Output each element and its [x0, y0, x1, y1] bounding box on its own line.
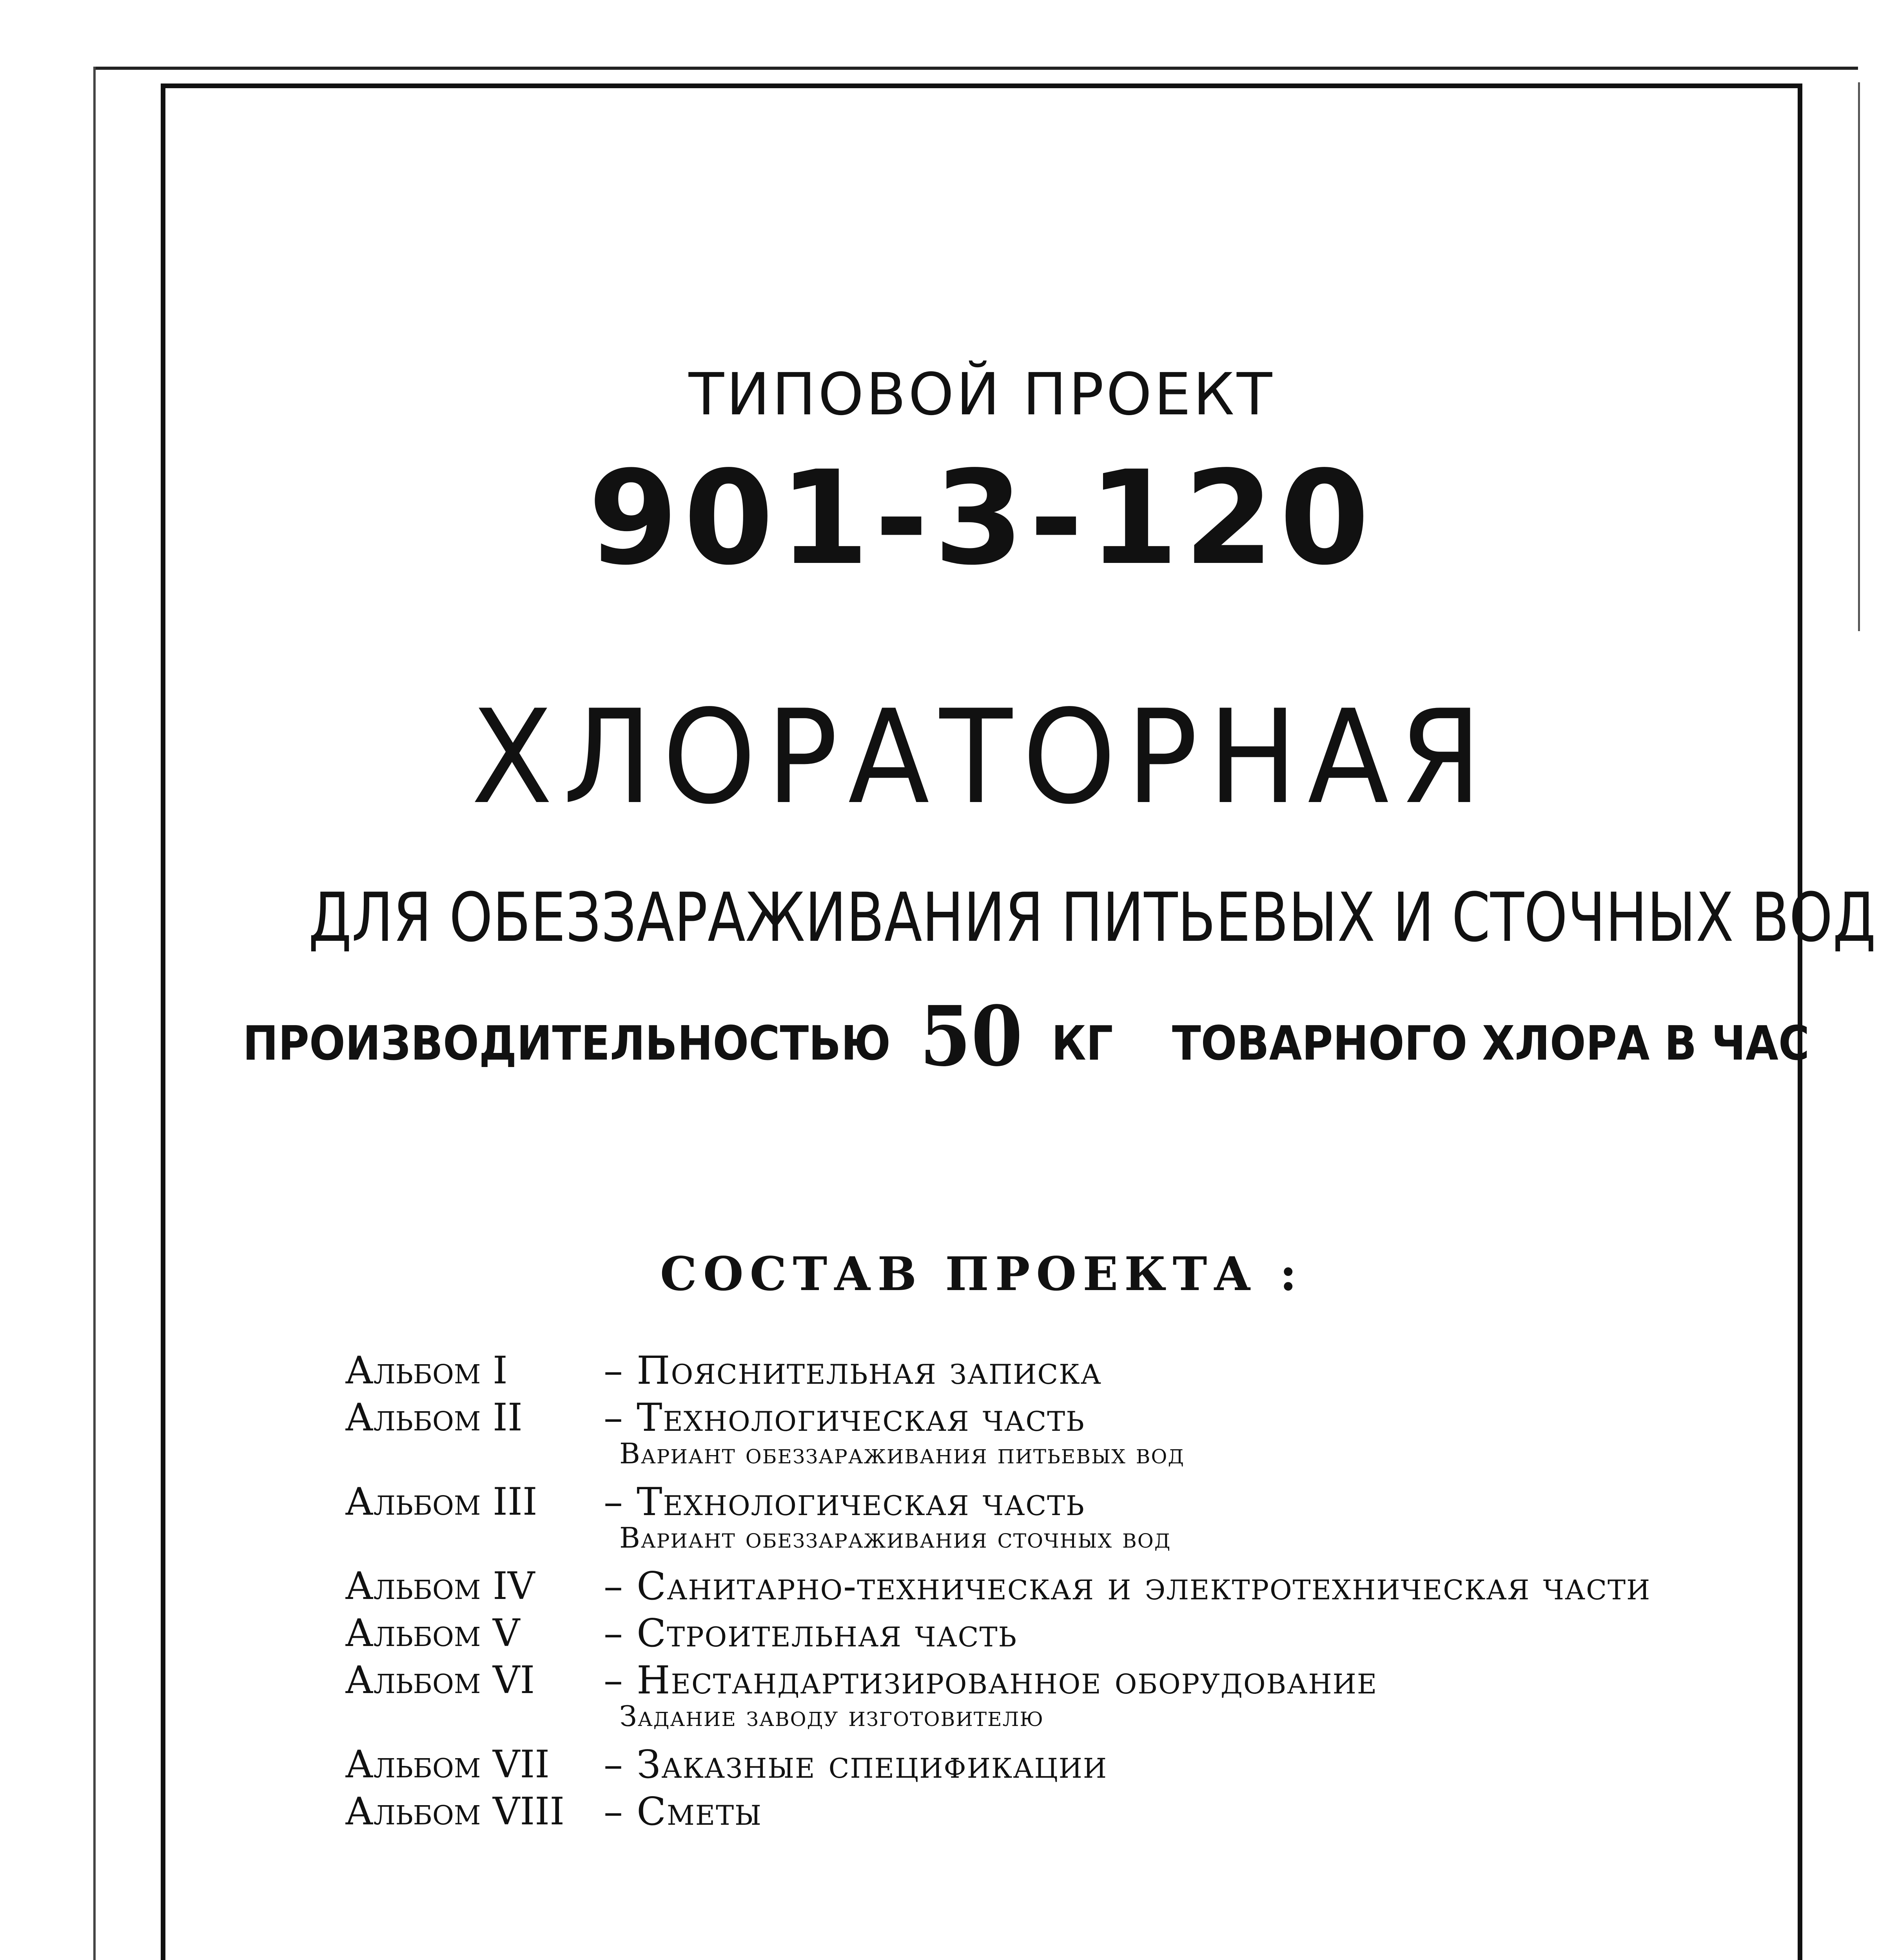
album-desc: Вариант обеззараживания питьевых вод	[619, 1437, 1185, 1470]
album-desc: Задание заводу изготовителю	[619, 1700, 1044, 1733]
album-label: Альбом IV	[345, 1564, 535, 1608]
album-desc: – Нестандартизированное оборудование	[604, 1658, 1378, 1703]
outer-border-left	[93, 67, 96, 1960]
album-desc: – Сметы	[604, 1789, 762, 1834]
capacity-suffix: ТОВАРНОГО ХЛОРА В ЧАС	[1172, 1016, 1810, 1071]
outer-border-right	[1858, 82, 1860, 631]
capacity-line	[243, 988, 1810, 1085]
album-desc: – Технологическая часть	[604, 1396, 1085, 1440]
album-row	[345, 1742, 1756, 1789]
album-row	[345, 1789, 1756, 1837]
album-label: Альбом I	[345, 1348, 508, 1392]
subtitle: ДЛЯ ОБЕЗЗАРАЖИВАНИЯ ПИТЬЕВЫХ И СТОЧНЫХ ВОД	[308, 878, 1876, 957]
type-label: ТИПОВОЙ ПРОЕКТ	[688, 361, 1275, 428]
album-desc: – Строительная часть	[604, 1611, 1017, 1656]
album-row	[345, 1564, 1756, 1611]
album-label: Альбом III	[345, 1480, 537, 1524]
capacity-unit: КГ	[1051, 1016, 1113, 1071]
album-row	[345, 1348, 1756, 1396]
album-desc: – Пояснительная записка	[604, 1348, 1102, 1393]
composition-heading: СОСТАВ ПРОЕКТА :	[660, 1247, 1303, 1301]
album-label: Альбом VIII	[345, 1789, 565, 1833]
album-subrow	[345, 1521, 1756, 1564]
album-subrow	[345, 1700, 1756, 1742]
album-label: Альбом II	[345, 1396, 523, 1439]
album-row	[345, 1611, 1756, 1658]
capacity-value: 50	[919, 988, 1023, 1085]
capacity-prefix: ПРОИЗВОДИТЕЛЬНОСТЬЮ	[243, 1016, 891, 1071]
album-subrow	[345, 1437, 1756, 1480]
album-desc: – Технологическая часть	[604, 1480, 1085, 1524]
album-label: Альбом VII	[345, 1742, 550, 1786]
outer-border-top	[94, 67, 1858, 70]
album-row	[345, 1658, 1756, 1705]
album-row	[345, 1480, 1756, 1527]
album-row	[345, 1396, 1756, 1443]
project-number: 901-3-120	[588, 443, 1375, 593]
main-title: ХЛОРАТОРНАЯ	[471, 682, 1492, 833]
album-label: Альбом VI	[345, 1658, 535, 1702]
album-desc: – Санитарно-техническая и электротехническая части	[604, 1564, 1651, 1609]
album-desc: Вариант обеззараживания сточных вод	[619, 1521, 1171, 1554]
album-label: Альбом V	[345, 1611, 520, 1655]
album-desc: – Заказные спецификации	[604, 1742, 1107, 1787]
album-list	[345, 1348, 1756, 1837]
